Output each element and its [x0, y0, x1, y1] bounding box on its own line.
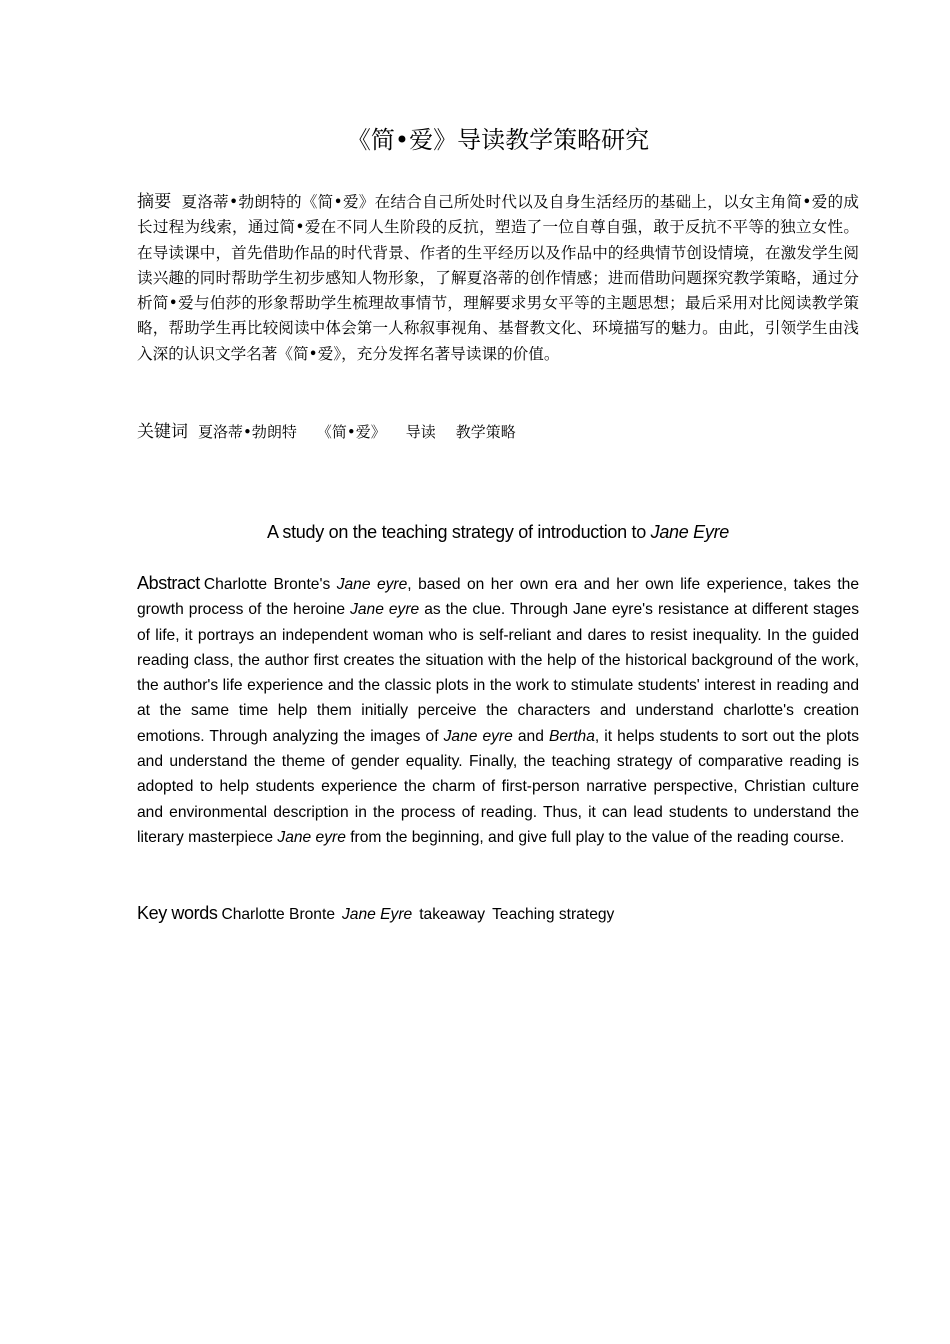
chinese-keyword: 导读	[405, 423, 436, 441]
english-abstract	[137, 571, 859, 850]
chinese-keyword: 教学策略	[455, 423, 516, 441]
english-keywords-label: Key words	[137, 903, 218, 923]
english-abstract-label: Abstract	[137, 573, 200, 593]
abstract-italic-term: Jane eyre	[336, 576, 408, 593]
chinese-abstract-text: 夏洛蒂•勃朗特的《简•爱》在结合自己所处时代以及自身生活经历的基础上，以女主角简•爱的成长过程为线索，通过简•爱在不同人生阶段的反抗，塑造了一位自尊自强，敢于反抗不平等的独立女性。在导读课中，首先借助作品的时代背景、作者的生平经历以及作品中的经典情节创设情境，在激发学生阅读兴趣的同时帮助学生初步感知人物形象，了解夏洛蒂的创作情感；进而借助问题探究教学策略，通过分析简•爱与伯莎的形象帮助学生梳理故事情节，理解要求男女平等的主题思想；最后采用对比阅读教学策略，帮助学生再比较阅读中体会第一人称叙事视角、基督教文化、环境描写的魅力。由此，引领学生由浅入深的认识文学名著《简•爱》，充分发挥名著导读课的价值。	[137, 193, 859, 363]
abstract-text-run: Charlotte Bronte's	[203, 576, 337, 593]
abstract-text-run: as the clue. Through Jane eyre's resistance at different stages of life, it portrays an independent woman who is self-reliant and dares to resist inequality. In the guided reading class, the author first creates the situation with the help of the historical background of the work, the author's life experience and the classic plots in the work to stimulate students' interest in reading and at the same time help them initially perceive the characters and understand charlotte's creation emotions. Through analyzing the images of	[137, 601, 859, 745]
english-title	[137, 518, 859, 546]
chinese-title: 《简•爱》导读教学策略研究	[346, 126, 650, 154]
chinese-keywords	[137, 419, 859, 445]
chinese-keywords-label: 关键词	[137, 422, 188, 442]
abstract-text-run: from the beginning, and give full play to the value of the reading course.	[345, 828, 845, 846]
english-title-text: A study on the teaching strategy of introduction to	[266, 522, 651, 542]
english-keyword: takeaway	[419, 906, 486, 923]
abstract-italic-term: Jane eyre	[443, 727, 513, 745]
abstract-text-run: and	[512, 727, 549, 745]
english-abstract-text	[137, 576, 859, 846]
chinese-keyword: 夏洛蒂•勃朗特	[198, 423, 297, 441]
english-title-book-name: Jane Eyre	[650, 522, 729, 542]
english-keyword: Teaching strategy	[492, 906, 615, 923]
chinese-abstract-label: 摘要	[137, 192, 172, 212]
abstract-text-run: , based on her own era and her own life experience, takes the growth process of the heroine	[137, 576, 860, 619]
english-keywords	[137, 900, 859, 928]
abstract-italic-term: Bertha	[548, 727, 595, 745]
abstract-italic-term: Jane eyre	[350, 601, 420, 619]
abstract-text-run: , it helps students to sort out the plots and understand the theme of gender equality. Finally, the teaching strategy of comparative reading is adopted to help students experience the charm of first-person narrative perspective, Christian culture and environmental description in the process of reading. Thus, it can lead students to understand the literary masterpiece	[137, 727, 860, 846]
chinese-keyword: 《简•爱》	[316, 423, 386, 441]
english-keyword: Charlotte Bronte	[221, 906, 335, 923]
english-keywords-list	[221, 906, 621, 923]
abstract-italic-term: Jane eyre	[277, 828, 346, 846]
chinese-abstract	[137, 190, 859, 367]
english-keyword: Jane Eyre	[342, 906, 413, 923]
